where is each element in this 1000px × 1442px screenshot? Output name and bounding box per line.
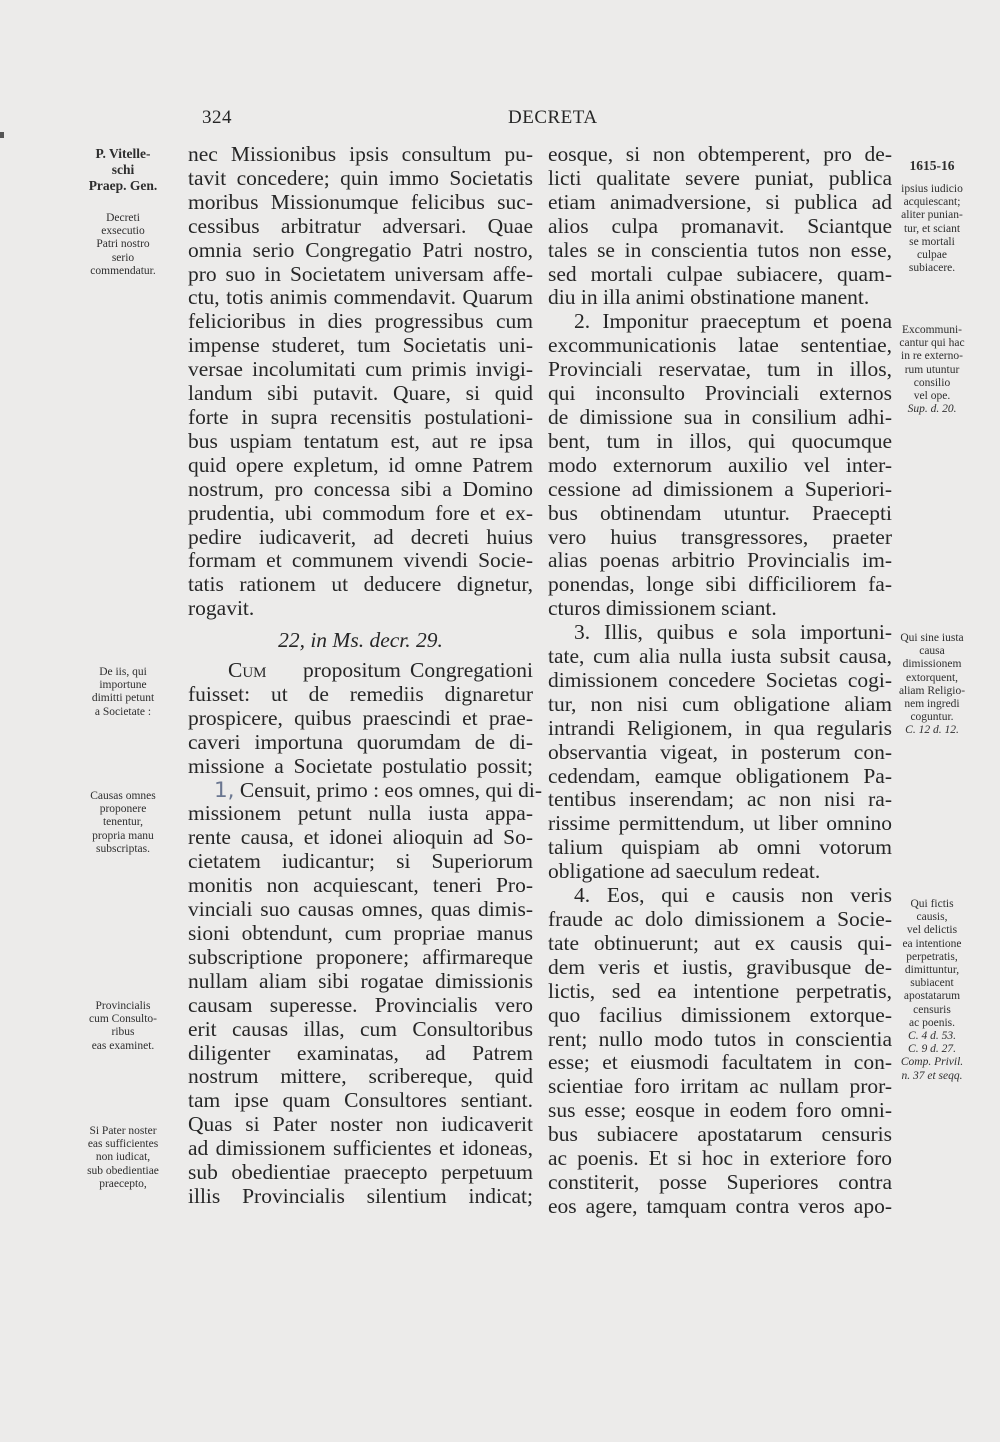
text-line: impense studeret, tum Societatis uni- bbox=[188, 333, 533, 358]
text-line: formam et communem vivendi Socie- bbox=[188, 548, 533, 573]
left-text-column bbox=[188, 142, 543, 1209]
margin-author bbox=[62, 146, 184, 194]
text-line: tatis rationem ut deducere dignetur, bbox=[188, 572, 533, 597]
text-line: prospicere, quibus praescindi et prae- bbox=[188, 705, 533, 730]
text-line: Provinciali reservatae, tum in illos, bbox=[548, 357, 892, 382]
note-line: propria manu bbox=[92, 829, 154, 842]
text-line: cessione ad dimissionem a Superiori- bbox=[548, 476, 892, 501]
note-line: ribus bbox=[111, 1026, 135, 1039]
text-line: fraude ac dolo dimissionem a Socie- bbox=[548, 907, 892, 931]
text-line: ponendas, longe sibi difficiliorem fa- bbox=[548, 572, 892, 597]
text-line: licti qualitate severe puniat, publica bbox=[548, 165, 892, 190]
text-line: ac poenis. Et si hoc in exteriore foro bbox=[548, 1146, 892, 1171]
text-line: tavit concedere; quin immo Societatis bbox=[188, 165, 533, 190]
text-line: 3. Illis, quibus e sola importuni- bbox=[574, 620, 892, 645]
paragraph-item-1 bbox=[188, 802, 533, 1208]
text-line: diu in illa animi obstinatione manent. bbox=[548, 285, 870, 310]
note-line: Qui sine iusta bbox=[900, 632, 964, 644]
paragraph-continuation bbox=[548, 143, 892, 286]
note-line: extorquent, bbox=[905, 671, 959, 684]
text-line: tate, cum alia nulla iusta subsit causa, bbox=[548, 644, 892, 669]
text-line: dimissionem concedere Societas cogi- bbox=[548, 667, 892, 692]
text-line: eosque, si non obtemperent, pro de- bbox=[548, 142, 892, 166]
text-line: pro suo in Societatem universam affe- bbox=[188, 261, 533, 286]
text-line: 2. Imponitur praeceptum et poena bbox=[574, 309, 892, 334]
text-line: quo facilius dimissionem extorque- bbox=[548, 1002, 892, 1027]
text-line: esse; et eiusmodi facultatem in con- bbox=[548, 1050, 892, 1075]
paragraph-item-3 bbox=[548, 645, 892, 860]
text-line: omnia serio Congregatio Patri nostro, bbox=[188, 237, 533, 262]
text-line: felicioribus in dies progressibus cum bbox=[188, 309, 533, 334]
note-line: dimitti petunt bbox=[91, 692, 155, 705]
note-line: praecepto, bbox=[99, 1177, 147, 1190]
note-line: se mortali bbox=[909, 235, 955, 248]
note-line: P. Vitelle- bbox=[95, 146, 151, 161]
text-line: 4. Eos, qui e causis non veris bbox=[574, 883, 892, 908]
page-number: 324 bbox=[202, 107, 232, 128]
text-line: prudentia, ubi commodum fore et ex- bbox=[188, 500, 533, 525]
text-line: dem veris et iustis, gravibusque de- bbox=[548, 954, 892, 979]
note-line: subiacent bbox=[910, 977, 954, 990]
note-line: ac poenis. bbox=[909, 1016, 955, 1029]
text-line: bent, tum in illos, qui quocumque bbox=[548, 428, 892, 453]
note-line: proponere bbox=[99, 803, 147, 816]
note-line: subiacere. bbox=[908, 262, 956, 275]
text-line: bus uspiam tentatum est, aut re ipsa bbox=[188, 428, 533, 453]
decree-subheading: 22, in Ms. decr. 29. bbox=[278, 628, 443, 653]
note-line: subscriptas. bbox=[96, 842, 150, 855]
note-line: Decreti bbox=[106, 212, 140, 224]
text-line: nullam aliam sibi rogatae dimissionis bbox=[188, 968, 533, 993]
text-line: cietatem iudicantur; si Superiorum bbox=[188, 849, 533, 874]
note-line: censuris bbox=[913, 1003, 951, 1016]
text-line: intrandi Religionem, in qua regularis bbox=[548, 715, 892, 740]
text-line: bus obtinendam utuntur. Praecepti bbox=[548, 500, 892, 525]
note-line: Praep. Gen. bbox=[88, 178, 158, 193]
text-line: rente causa, et idonei alioquin ad So- bbox=[188, 825, 533, 850]
running-title: DECRETA bbox=[508, 107, 598, 128]
text-line: de dimissione sua in consilium adhi- bbox=[548, 404, 892, 429]
text-line: missione a Societate postulatio possit; bbox=[188, 753, 533, 778]
note-line: exsecutio bbox=[101, 225, 145, 238]
text-line: tate obtinuerunt; aut ex causis qui- bbox=[548, 930, 892, 955]
note-line: culpae bbox=[916, 249, 947, 262]
note-line: C. 4 d. 53. bbox=[908, 1030, 956, 1043]
note-line: Qui fictis bbox=[910, 898, 954, 910]
text-line: sed mortali culpae subiacere, quam- bbox=[548, 261, 892, 286]
note-line: Patri nostro bbox=[96, 238, 150, 251]
text-line: nostrum mittere, scribereque, quid bbox=[188, 1064, 533, 1089]
note-line: eas sufficientes bbox=[87, 1138, 159, 1151]
note-line: De iis, qui bbox=[99, 666, 147, 678]
note-line: Excommuni- bbox=[901, 324, 963, 336]
text-line: causam superesse. Provincialis vero bbox=[188, 992, 533, 1017]
text-line: eos agere, tamquam contra veros apo- bbox=[548, 1193, 892, 1218]
note-line: schi bbox=[111, 162, 135, 177]
text-line: nec Missionibus ipsis consultum pu- bbox=[188, 142, 533, 166]
text-line: rent; nullo modo tutos in conscientia bbox=[548, 1026, 892, 1051]
note-line: perpetratis, bbox=[906, 950, 958, 963]
text-line: scientiae foro irritam ac nullam pror- bbox=[548, 1074, 892, 1099]
note-line: eas examinet. bbox=[91, 1039, 155, 1052]
note-line: causa bbox=[919, 645, 945, 658]
paragraph-proposal bbox=[188, 683, 533, 779]
text-line: versae incolumitati cum primis invigi- bbox=[188, 357, 533, 382]
note-line: rum utuntur bbox=[904, 363, 960, 376]
text-line: missionem petunt nulla iusta appa- bbox=[188, 801, 533, 826]
text-line: cturos dimissionem sciant. bbox=[548, 596, 777, 621]
note-line: vel ope. bbox=[913, 390, 951, 403]
note-line: importune bbox=[99, 679, 147, 692]
note-line: tenentur, bbox=[102, 816, 144, 829]
page-edge-mark bbox=[0, 132, 4, 138]
note-line: ea intentione bbox=[902, 937, 962, 950]
margin-note-pater-noster bbox=[62, 1125, 184, 1191]
text-line: obligatione ad saeculum redeat. bbox=[548, 859, 821, 884]
text-line: moribus Missionumque felicibus suc- bbox=[188, 189, 533, 214]
text-line: rissime permittendum, ut liber omnino bbox=[548, 811, 892, 836]
text-line: ad dimissionem sufficientes et idoneas, bbox=[188, 1136, 533, 1161]
text-line: tentibus inserendam; ac non nisi ra- bbox=[548, 787, 892, 812]
text-line: modo externorum auxilio vel inter- bbox=[548, 452, 892, 477]
note-line: coguntur. bbox=[910, 711, 954, 724]
note-line: causis, bbox=[916, 911, 948, 924]
margin-note-execution bbox=[62, 212, 184, 278]
text-line: tur, non nisi cum obligatione aliam bbox=[548, 691, 892, 716]
text-line: etiam animadversione, si publica ad bbox=[548, 189, 892, 214]
text-line: subscriptione proponere; affirmareque bbox=[188, 944, 533, 969]
text-line: sub obedientiae praecepto perpetuum bbox=[188, 1160, 533, 1185]
text-line bbox=[188, 659, 533, 683]
text-line: cessibus arbitratur adversari. Quae bbox=[188, 213, 533, 238]
text-line: observantia vigeat, in posterum con- bbox=[548, 739, 892, 764]
text-line: erit causas illas, cum Consultoribus bbox=[188, 1016, 533, 1041]
note-line: n. 37 et seqq. bbox=[901, 1069, 963, 1082]
text-line: Quas si Pater noster non iudicaverit bbox=[188, 1112, 533, 1137]
text-line: qui inconsulto Provinciali externos bbox=[548, 381, 892, 406]
text-span: propositum Congregationi bbox=[302, 658, 534, 683]
text-span: Censuit, primo : eos omnes, qui di- bbox=[239, 777, 543, 802]
note-line: C. 9 d. 27. bbox=[908, 1043, 956, 1056]
note-line: Comp. Privil. bbox=[900, 1056, 964, 1069]
text-line bbox=[188, 777, 543, 803]
text-line: pedire iudicaverit, ad decreti huius bbox=[188, 524, 533, 549]
text-line: nostrum, pro concessa sibi a Domino bbox=[188, 476, 533, 501]
note-line: aliam Religio- bbox=[898, 684, 966, 697]
margin-note-causes bbox=[62, 790, 184, 856]
note-line: cantur qui hac bbox=[899, 337, 965, 350]
text-line: vero huius transgressores, praeter bbox=[548, 524, 892, 549]
text-line: forte in supra recensitis postulationi- bbox=[188, 404, 533, 429]
note-line: cum Consulto- bbox=[88, 1013, 158, 1026]
text-line: bus subiacere apostatarum censuris bbox=[548, 1122, 892, 1147]
right-text-column bbox=[548, 143, 892, 1219]
margin-note-dismissal-requests bbox=[62, 666, 184, 719]
text-line: illis Provincialis silentium indicat; bbox=[188, 1183, 533, 1208]
paragraph-item-2 bbox=[548, 334, 892, 597]
text-line: fuisset: ut de remediis dignaretur bbox=[188, 681, 533, 706]
handwritten-mark: 1, bbox=[214, 777, 235, 803]
initial-word: Cum bbox=[228, 658, 267, 683]
note-line: consilio bbox=[913, 376, 951, 389]
note-line: in re externo- bbox=[901, 350, 963, 363]
text-line: landum sibi putavit. Quare, si quid bbox=[188, 381, 533, 406]
text-line: talium quispiam ab omni votorum bbox=[548, 835, 892, 860]
paragraph-item-4 bbox=[548, 908, 892, 1219]
text-line: alios culpa promanavit. Sciantque bbox=[548, 213, 892, 238]
text-line: quid opere expletum, id omne Patrem bbox=[188, 452, 533, 477]
note-line: Si Pater noster bbox=[89, 1125, 157, 1137]
text-line: ctu, totis animis commendavit. Quarum bbox=[188, 285, 533, 310]
text-line: cedendam, eamque obligationem Pa- bbox=[548, 763, 892, 788]
text-line: diligenter examinatas, ad Patrem bbox=[188, 1040, 533, 1065]
text-line: rogavit. bbox=[188, 596, 255, 621]
margin-year: 1615-16 bbox=[909, 158, 955, 173]
text-line: sioni obtendunt, cum propriae manus bbox=[188, 921, 533, 945]
note-line: a Societate : bbox=[94, 705, 152, 718]
text-line: constiterit, posse Superiores contra bbox=[548, 1169, 892, 1194]
note-line: sub obedientiae bbox=[87, 1164, 159, 1177]
margin-ref: C. 12 d. 12. bbox=[905, 724, 959, 737]
note-line: Provincialis bbox=[95, 1000, 151, 1012]
note-line: vel delictis bbox=[906, 924, 958, 937]
text-line: caveri importuna quorumdam de di- bbox=[188, 729, 533, 754]
note-line: serio bbox=[111, 251, 135, 264]
note-line: acquiescant; bbox=[903, 196, 961, 209]
text-line: tales se in conscientia tutos non esse, bbox=[548, 237, 892, 262]
margin-note-provincial bbox=[62, 1000, 184, 1053]
note-line: apostatarum bbox=[903, 990, 961, 1003]
note-line: nem ingredi bbox=[904, 698, 960, 711]
text-line: tam ipse quam Consultores sentiant. bbox=[188, 1088, 533, 1113]
text-line: alias poenas arbitrio Provincialis im- bbox=[548, 548, 892, 573]
note-line: ipsius iudicio bbox=[901, 183, 963, 195]
text-line: vinciali suo causas omnes, quas dimis- bbox=[188, 897, 533, 922]
note-line: commendatur. bbox=[90, 264, 156, 277]
note-line: non iudicat, bbox=[95, 1151, 151, 1164]
margin-ref: Sup. d. 20. bbox=[907, 403, 957, 416]
note-line: Causas omnes bbox=[90, 790, 156, 802]
note-line: dimissionem bbox=[902, 658, 962, 671]
text-line: excommunicationis latae sententiae, bbox=[548, 333, 892, 358]
text-line: lictis, sed ea intentione perpetratis, bbox=[548, 978, 892, 1003]
text-line: sus esse; eosque in eodem foro omni- bbox=[548, 1098, 892, 1123]
note-line: dimittuntur, bbox=[904, 964, 960, 977]
text-line: monitis non acquiescant, teneri Pro- bbox=[188, 873, 533, 898]
note-line: tur, et sciant bbox=[903, 222, 961, 235]
paragraph-commendation bbox=[188, 143, 533, 597]
note-line: aliter punian- bbox=[901, 209, 963, 222]
